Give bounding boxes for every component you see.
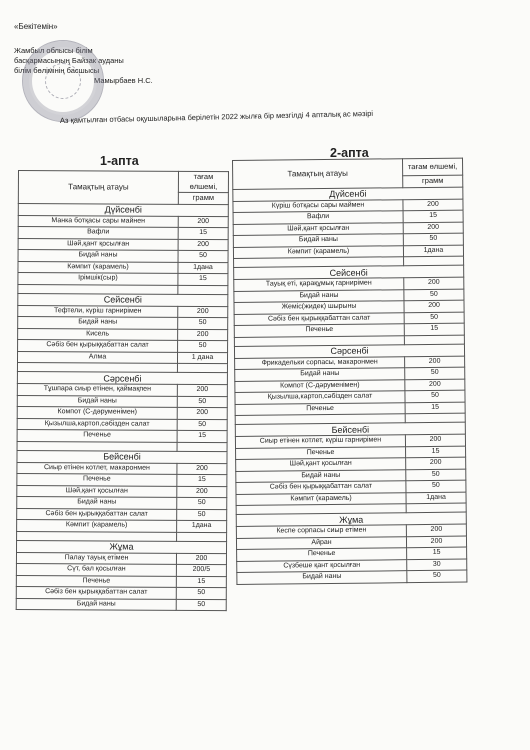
dish-amount: 50 <box>176 599 226 611</box>
dish-amount: 200 <box>178 239 228 251</box>
dish-amount: 50 <box>178 340 228 352</box>
dish-name: Манка ботқасы сары майнен <box>18 215 178 227</box>
dish-amount: 15 <box>178 273 228 285</box>
day-name: Сейсенбі <box>234 265 464 279</box>
dish-amount: 50 <box>178 250 228 262</box>
dish-amount: 15 <box>178 227 228 239</box>
day-row <box>16 540 226 553</box>
dish-name: Печенье <box>17 473 177 485</box>
dish-amount: 50 <box>176 587 226 599</box>
day-row <box>18 293 228 306</box>
official-seal <box>22 40 104 122</box>
dish-amount: 1дана <box>177 520 227 532</box>
dish-name: Бидай наны <box>235 368 405 381</box>
dish-amount: 50 <box>177 419 227 431</box>
dish-name: Сәбіз бен қырыққабаттан салат <box>18 340 178 352</box>
dish-name: Кәмпит (карамель) <box>233 245 403 258</box>
dish-amount: 15 <box>404 323 464 335</box>
dish-amount: 15 <box>176 576 226 588</box>
dish-name: Сәбіз бен қырыққабаттан салат <box>236 481 406 494</box>
dish-name: Бидай наны <box>18 250 178 262</box>
dish-amount: 200 <box>404 277 464 289</box>
dish-name: Палау тауық етімен <box>16 552 176 564</box>
dish-name: Кәмпит (карамель) <box>18 261 178 273</box>
approval-signatory: Мамырбаев Н.С. <box>94 76 153 85</box>
dish-amount: 15 <box>407 547 467 559</box>
dish-amount: 50 <box>178 317 228 329</box>
dish-name: Сәбіз бен қырыққабаттан салат <box>17 508 177 520</box>
dish-name: Кеспе сорпасы сиыр етімен <box>236 525 406 538</box>
dish-amount: 200 <box>405 434 465 446</box>
dish-name: Қызылша,картоп,сәбізден салат <box>17 418 177 430</box>
dish-name: Тауық еті, қарақұмық гарнирімен <box>234 278 404 291</box>
dish-name: Шәй,қант қосылған <box>233 222 403 235</box>
dish-name: Кәмпит (карамель) <box>236 492 406 505</box>
dish-amount: 200 <box>178 329 228 341</box>
spacer-cell <box>177 532 227 541</box>
dish-name: Печенье <box>234 324 404 337</box>
dish-name: Сиыр етінен котлет, макаронмен <box>17 462 177 474</box>
dish-name: Тұшпара сиыр етінен, қаймақпен <box>17 383 177 395</box>
dish-amount: 15 <box>177 430 227 442</box>
dish-name: Бидай наны <box>17 395 177 407</box>
spacer-cell <box>178 285 228 294</box>
dish-name: Компот (С-дәруменімен) <box>17 406 177 418</box>
column-header-unit: тағам өлшемі, <box>178 171 228 192</box>
dish-amount: 200 <box>177 384 227 396</box>
week2-menu-table <box>232 158 467 585</box>
dish-amount: 50 <box>177 509 227 521</box>
dish-name: Алма <box>17 351 177 363</box>
dish-row <box>17 418 227 431</box>
day-name: Сәрсенбі <box>17 371 227 384</box>
dish-amount: 15 <box>405 402 465 414</box>
dish-name: Печенье <box>17 429 177 441</box>
dish-name: Бидай наны <box>18 317 178 329</box>
dish-amount: 50 <box>177 497 227 509</box>
dish-amount: 200 <box>178 306 228 318</box>
dish-amount: 200 <box>177 463 227 475</box>
dish-amount: 200 <box>177 486 227 498</box>
column-header-dish: Тамақтың атауы <box>18 171 178 204</box>
week1-menu-table <box>16 170 229 611</box>
day-name: Сәрсенбі <box>234 344 464 358</box>
dish-amount: 50 <box>405 367 465 379</box>
dish-amount: 1дана <box>406 492 466 504</box>
column-header-gram: грамм <box>403 175 463 187</box>
dish-amount: 50 <box>404 312 464 324</box>
dish-name: Бидай наны <box>17 496 177 508</box>
dish-amount: 15 <box>406 446 466 458</box>
day-name: Бейсенбі <box>17 450 227 463</box>
dish-row <box>18 340 228 353</box>
dish-name: Шәй,қант қосылған <box>17 485 177 497</box>
dish-amount: 200/5 <box>176 564 226 576</box>
dish-amount: 30 <box>407 559 467 571</box>
dish-row <box>16 586 226 599</box>
day-row <box>18 203 228 216</box>
dish-amount: 200 <box>406 536 466 548</box>
dish-amount: 50 <box>177 396 227 408</box>
dish-amount: 1дана <box>178 262 228 274</box>
document-title: Аз қамтылған отбасы оқушыларына берілетін 2022 жылға бір мезгілдi 4 апталық ас мәзірі <box>59 108 374 125</box>
dish-amount: 50 <box>406 469 466 481</box>
column-header-gram: грамм <box>178 192 228 204</box>
dish-name: Печенье <box>16 575 176 587</box>
week2-title: 2-апта <box>330 146 369 160</box>
dish-row <box>17 462 227 475</box>
dish-name: Сәбіз бен қырыққабаттан салат <box>234 312 404 325</box>
dish-name: Бидай наны <box>16 598 176 610</box>
dish-amount: 200 <box>404 300 464 312</box>
dish-name: Бидай наны <box>236 469 406 482</box>
dish-row <box>16 598 226 611</box>
dish-amount: 50 <box>404 289 464 301</box>
day-name: Жұма <box>16 540 226 553</box>
dish-amount: 1 дана <box>177 352 227 364</box>
day-row <box>17 371 227 384</box>
dish-row <box>237 570 467 584</box>
dish-name: Бидай наны <box>234 289 404 302</box>
dish-name: Компот (С-дәруменімен) <box>235 379 405 392</box>
dish-amount: 200 <box>177 407 227 419</box>
header-row <box>18 171 228 193</box>
day-name: Жұма <box>236 512 466 526</box>
day-name: Дүйсенбі <box>18 203 228 216</box>
dish-name: Қызылша,картоп,сәбізден салат <box>235 391 405 404</box>
dish-name: Фрикадельки сорпасы, макаронмен <box>235 356 405 369</box>
approval-line: білім бөлімінің басшысы <box>14 66 100 75</box>
dish-row <box>17 508 227 521</box>
dish-name: Сәбіз бен қырыққабаттан салат <box>16 586 176 598</box>
dish-row <box>17 383 227 396</box>
spacer-cell <box>177 442 227 451</box>
approval-header: «Бекітемін» <box>14 22 58 31</box>
dish-amount: 1дана <box>403 245 463 257</box>
dish-name: Печенье <box>237 548 407 561</box>
dish-name: Шәй,қант қосылған <box>18 238 178 250</box>
dish-name: Вафли <box>233 211 403 224</box>
column-header-dish: Тамақтың атауы <box>233 159 403 189</box>
dish-name: Вафли <box>18 227 178 239</box>
dish-name: Тефтели, күріш гарнирімен <box>18 305 178 317</box>
dish-name: Шәй,қант қосылған <box>236 458 406 471</box>
dish-amount: 15 <box>403 210 463 222</box>
day-row <box>17 450 227 463</box>
day-name: Сейсенбі <box>18 293 228 306</box>
dish-amount: 50 <box>407 570 467 582</box>
dish-name: Кәмпит (карамель) <box>17 519 177 531</box>
approval-line: Жамбыл облысы білім <box>14 46 93 55</box>
dish-name: Сиыр етінен котлет, күріш гарнирімен <box>235 435 405 448</box>
dish-amount: 200 <box>406 457 466 469</box>
dish-amount: 50 <box>406 480 466 492</box>
dish-amount: 15 <box>177 474 227 486</box>
dish-name: Ірімшік(сыр) <box>18 273 178 285</box>
dish-amount: 200 <box>405 379 465 391</box>
approval-line: басқармасының Байзак ауданы <box>14 56 124 65</box>
dish-amount: 200 <box>406 524 466 536</box>
dish-name: Бидай наны <box>237 571 407 584</box>
dish-amount: 200 <box>403 222 463 234</box>
dish-amount: 200 <box>405 356 465 368</box>
dish-name: Күріш ботқасы сары маймен <box>233 199 403 212</box>
dish-amount: 50 <box>405 390 465 402</box>
dish-amount: 50 <box>403 233 463 245</box>
day-name: Бейсенбі <box>235 422 465 436</box>
week1-title: 1-апта <box>100 154 139 168</box>
dish-name: Сүзбеше қант қосылған <box>237 559 407 572</box>
dish-name: Айран <box>236 536 406 549</box>
column-header-unit: тағам өлшемі, <box>402 158 462 176</box>
dish-amount: 200 <box>176 553 226 565</box>
dish-name: Бидай наны <box>233 234 403 247</box>
spacer-cell <box>177 363 227 372</box>
dish-name: Жеміс(жидек) шырыны <box>234 301 404 314</box>
dish-name: Печенье <box>236 446 406 459</box>
dish-amount: 200 <box>178 216 228 228</box>
dish-name: Печенье <box>235 402 405 415</box>
dish-name: Сүт, бал қосылған <box>16 563 176 575</box>
dish-amount: 200 <box>403 199 463 211</box>
dish-name: Кисель <box>18 328 178 340</box>
day-name: Дүйсенбі <box>233 187 463 201</box>
